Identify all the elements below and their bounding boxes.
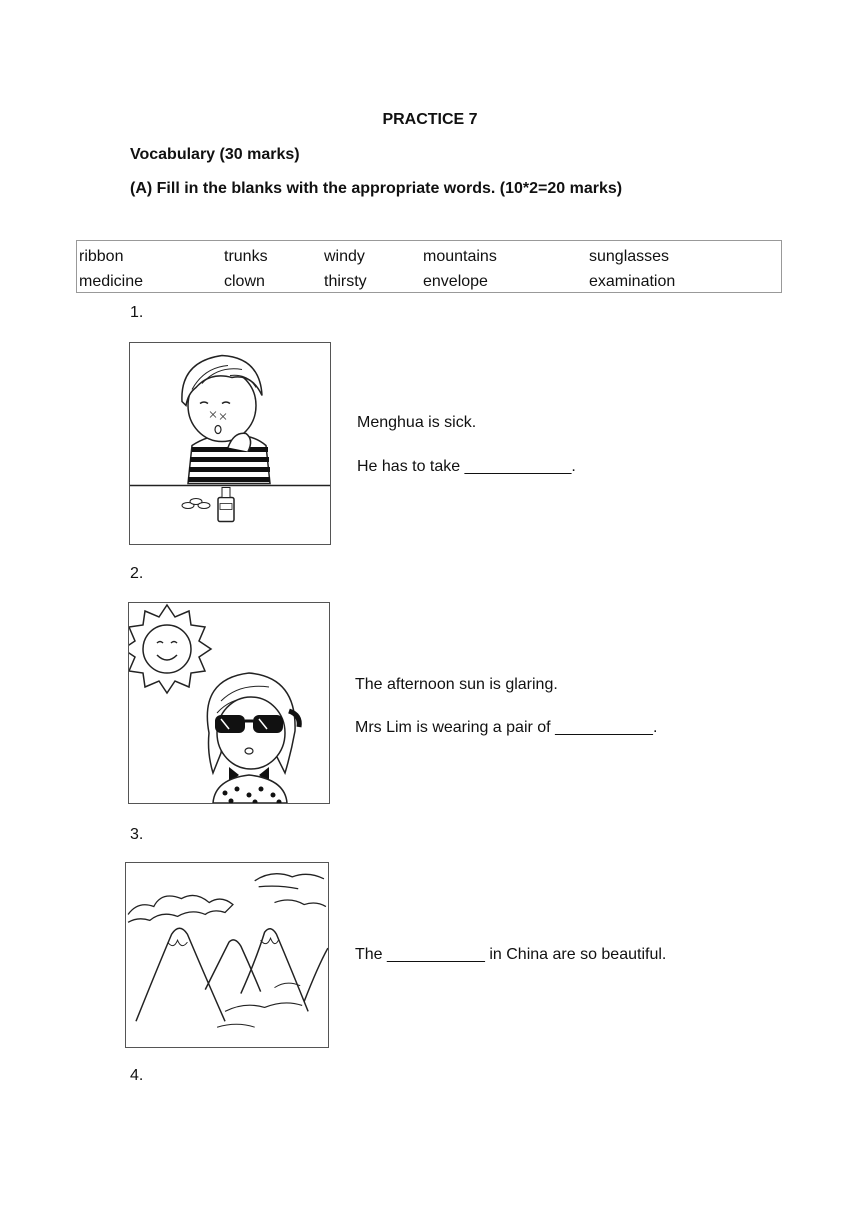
sun-sunglasses-illustration [128, 602, 330, 804]
question-sentence: Menghua is sick. [357, 414, 477, 431]
page-title: PRACTICE 7 [382, 111, 478, 128]
instruction-heading: (A) Fill in the blanks with the appropriate words. (10*2=20 marks) [130, 180, 623, 197]
word-bank-item: mountains [423, 248, 497, 265]
word-bank-item: thirsty [324, 273, 367, 290]
question-number: 3. [130, 826, 144, 843]
word-bank-item: trunks [224, 248, 268, 265]
section-heading: Vocabulary (30 marks) [130, 146, 300, 163]
sick-boy-picture [130, 343, 330, 544]
word-bank-item: medicine [79, 273, 144, 290]
question-number: 4. [130, 1067, 144, 1084]
boy-sick-illustration [129, 342, 331, 545]
question-blank-sentence: Mrs Lim is wearing a pair of ___________. [355, 719, 658, 736]
word-bank [76, 240, 782, 293]
word-bank-item: windy [324, 248, 365, 265]
word-bank-item: examination [589, 273, 676, 290]
question-number: 1. [130, 304, 144, 321]
question-blank-sentence: The ___________ in China are so beautiful. [355, 946, 667, 963]
mountains-illustration [125, 862, 329, 1048]
sunglasses-picture [129, 603, 329, 803]
mountains-picture [126, 863, 328, 1047]
question-number: 2. [130, 565, 144, 582]
question-sentence: The afternoon sun is glaring. [355, 676, 558, 693]
word-bank-item: ribbon [79, 248, 124, 265]
question-blank-sentence: He has to take ____________. [357, 458, 576, 475]
word-bank-item: sunglasses [589, 248, 670, 265]
word-bank-item: envelope [423, 273, 488, 290]
word-bank-item: clown [224, 273, 265, 290]
